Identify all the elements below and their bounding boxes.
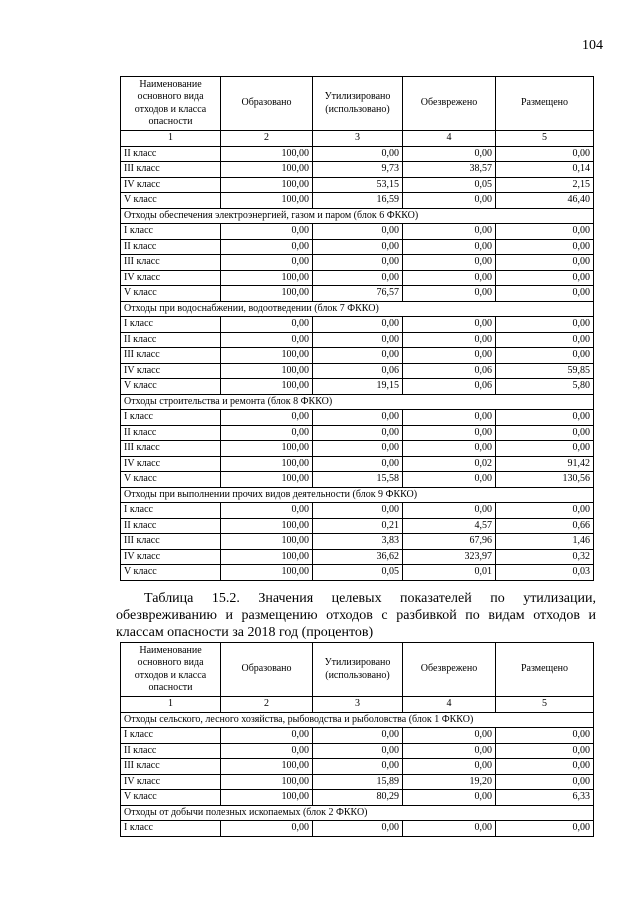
generated-cell: 0,00 (221, 743, 313, 759)
placed-cell: 0,00 (496, 441, 594, 457)
section-row (121, 208, 594, 224)
hazard-class-cell: II класс (121, 146, 221, 162)
generated-cell: 0,00 (221, 410, 313, 426)
neutralized-cell: 4,57 (403, 518, 496, 534)
neutralized-cell: 0,00 (403, 348, 496, 364)
header-waste-type: Наименование основного вида отходов и класса опасности (121, 77, 221, 131)
header-utilized: Утилизировано (использовано) (313, 643, 403, 697)
generated-cell: 100,00 (221, 518, 313, 534)
column-number: 2 (221, 131, 313, 147)
utilized-cell: 0,00 (313, 425, 403, 441)
utilized-cell: 0,00 (313, 270, 403, 286)
neutralized-cell: 0,00 (403, 743, 496, 759)
hazard-class-cell: II класс (121, 425, 221, 441)
generated-cell: 100,00 (221, 759, 313, 775)
column-number: 4 (403, 131, 496, 147)
generated-cell: 0,00 (221, 821, 313, 837)
column-number-row (121, 131, 594, 147)
table-row (121, 425, 594, 441)
generated-cell: 100,00 (221, 146, 313, 162)
generated-cell: 0,00 (221, 255, 313, 271)
utilized-cell: 19,15 (313, 379, 403, 395)
hazard-class-cell: V класс (121, 565, 221, 581)
placed-cell: 0,00 (496, 503, 594, 519)
table-row (121, 472, 594, 488)
generated-cell: 0,00 (221, 239, 313, 255)
utilized-cell: 0,00 (313, 728, 403, 744)
column-number: 3 (313, 697, 403, 713)
neutralized-cell: 0,02 (403, 456, 496, 472)
hazard-class-cell: II класс (121, 743, 221, 759)
hazard-class-cell: V класс (121, 193, 221, 209)
placed-cell: 46,40 (496, 193, 594, 209)
placed-cell: 0,00 (496, 743, 594, 759)
header-placed: Размещено (496, 77, 594, 131)
section-title: Отходы строительства и ремонта (блок 8 ФККО) (121, 394, 594, 410)
placed-cell: 6,33 (496, 790, 594, 806)
table-row (121, 503, 594, 519)
table-row (121, 317, 594, 333)
placed-cell: 0,00 (496, 332, 594, 348)
column-number-row (121, 697, 594, 713)
hazard-class-cell: II класс (121, 239, 221, 255)
generated-cell: 100,00 (221, 363, 313, 379)
column-number: 1 (121, 697, 221, 713)
utilized-cell: 76,57 (313, 286, 403, 302)
hazard-class-cell: IV класс (121, 774, 221, 790)
table-row (121, 743, 594, 759)
utilized-cell: 0,00 (313, 348, 403, 364)
column-number: 4 (403, 697, 496, 713)
section-title: Отходы обеспечения электроэнергией, газом и паром (блок 6 ФККО) (121, 208, 594, 224)
neutralized-cell: 0,00 (403, 146, 496, 162)
generated-cell: 0,00 (221, 317, 313, 333)
table-row (121, 518, 594, 534)
utilized-cell: 36,62 (313, 549, 403, 565)
utilized-cell: 0,21 (313, 518, 403, 534)
placed-cell: 0,00 (496, 224, 594, 240)
utilized-cell: 0,00 (313, 317, 403, 333)
hazard-class-cell: IV класс (121, 177, 221, 193)
neutralized-cell: 0,00 (403, 425, 496, 441)
utilized-cell: 0,06 (313, 363, 403, 379)
section-title: Отходы при выполнении прочих видов деятельности (блок 9 ФККО) (121, 487, 594, 503)
placed-cell: 0,00 (496, 270, 594, 286)
generated-cell: 100,00 (221, 549, 313, 565)
table-row (121, 270, 594, 286)
placed-cell: 0,32 (496, 549, 594, 565)
placed-cell: 0,00 (496, 728, 594, 744)
hazard-class-cell: III класс (121, 534, 221, 550)
table-row (121, 177, 594, 193)
neutralized-cell: 0,00 (403, 503, 496, 519)
hazard-class-cell: I класс (121, 224, 221, 240)
table-row (121, 821, 594, 837)
generated-cell: 100,00 (221, 565, 313, 581)
placed-cell: 0,00 (496, 286, 594, 302)
table-row (121, 363, 594, 379)
section-row (121, 712, 594, 728)
placed-cell: 0,00 (496, 821, 594, 837)
generated-cell: 100,00 (221, 456, 313, 472)
table-row (121, 534, 594, 550)
section-row (121, 301, 594, 317)
utilized-cell: 15,58 (313, 472, 403, 488)
neutralized-cell: 0,00 (403, 286, 496, 302)
hazard-class-cell: V класс (121, 379, 221, 395)
neutralized-cell: 0,00 (403, 255, 496, 271)
neutralized-cell: 0,00 (403, 441, 496, 457)
utilized-cell: 15,89 (313, 774, 403, 790)
hazard-class-cell: II класс (121, 332, 221, 348)
neutralized-cell: 0,06 (403, 363, 496, 379)
generated-cell: 100,00 (221, 441, 313, 457)
generated-cell: 0,00 (221, 425, 313, 441)
generated-cell: 100,00 (221, 286, 313, 302)
hazard-class-cell: V класс (121, 790, 221, 806)
page-number: 104 (582, 38, 603, 53)
table-row (121, 224, 594, 240)
table-header-row (121, 77, 594, 131)
neutralized-cell: 0,00 (403, 821, 496, 837)
hazard-class-cell: III класс (121, 255, 221, 271)
placed-cell: 0,00 (496, 425, 594, 441)
table-row (121, 774, 594, 790)
generated-cell: 100,00 (221, 379, 313, 395)
utilized-cell: 0,00 (313, 743, 403, 759)
section-row (121, 487, 594, 503)
placed-cell: 0,00 (496, 255, 594, 271)
hazard-class-cell: V класс (121, 472, 221, 488)
header-generated: Образовано (221, 77, 313, 131)
table-body (121, 712, 594, 836)
hazard-class-cell: III класс (121, 441, 221, 457)
header-neutralized: Обезврежено (403, 77, 496, 131)
hazard-class-cell: III класс (121, 162, 221, 178)
hazard-class-cell: IV класс (121, 456, 221, 472)
hazard-class-cell: V класс (121, 286, 221, 302)
neutralized-cell: 0,06 (403, 379, 496, 395)
column-number: 2 (221, 697, 313, 713)
section-title: Отходы при водоснабжении, водоотведении (блок 7 ФККО) (121, 301, 594, 317)
utilized-cell: 0,00 (313, 441, 403, 457)
generated-cell: 100,00 (221, 177, 313, 193)
hazard-class-cell: I класс (121, 410, 221, 426)
generated-cell: 0,00 (221, 224, 313, 240)
utilized-cell: 0,05 (313, 565, 403, 581)
neutralized-cell: 0,00 (403, 193, 496, 209)
neutralized-cell: 19,20 (403, 774, 496, 790)
column-number: 1 (121, 131, 221, 147)
utilized-cell: 53,15 (313, 177, 403, 193)
placed-cell: 0,14 (496, 162, 594, 178)
neutralized-cell: 67,96 (403, 534, 496, 550)
table-row (121, 348, 594, 364)
generated-cell: 100,00 (221, 270, 313, 286)
neutralized-cell: 0,00 (403, 317, 496, 333)
table-row (121, 332, 594, 348)
utilized-cell: 0,00 (313, 332, 403, 348)
utilized-cell: 0,00 (313, 255, 403, 271)
hazard-class-cell: I класс (121, 503, 221, 519)
neutralized-cell: 0,05 (403, 177, 496, 193)
table-row (121, 728, 594, 744)
hazard-class-cell: II класс (121, 518, 221, 534)
section-title: Отходы сельского, лесного хозяйства, рыбоводства и рыболовства (блок 1 ФККО) (121, 712, 594, 728)
generated-cell: 100,00 (221, 790, 313, 806)
hazard-class-cell: I класс (121, 317, 221, 333)
placed-cell: 0,00 (496, 759, 594, 775)
placed-cell: 59,85 (496, 363, 594, 379)
placed-cell: 5,80 (496, 379, 594, 395)
utilized-cell: 0,00 (313, 224, 403, 240)
utilized-cell: 0,00 (313, 503, 403, 519)
utilized-cell: 16,59 (313, 193, 403, 209)
placed-cell: 91,42 (496, 456, 594, 472)
generated-cell: 100,00 (221, 774, 313, 790)
neutralized-cell: 0,00 (403, 270, 496, 286)
generated-cell: 0,00 (221, 503, 313, 519)
placed-cell: 0,03 (496, 565, 594, 581)
placed-cell: 0,00 (496, 348, 594, 364)
placed-cell: 1,46 (496, 534, 594, 550)
generated-cell: 100,00 (221, 534, 313, 550)
table-header-row (121, 643, 594, 697)
utilized-cell: 9,73 (313, 162, 403, 178)
header-neutralized: Обезврежено (403, 643, 496, 697)
neutralized-cell: 0,01 (403, 565, 496, 581)
neutralized-cell: 0,00 (403, 472, 496, 488)
table-row (121, 565, 594, 581)
hazard-class-cell: IV класс (121, 549, 221, 565)
neutralized-cell: 323,97 (403, 549, 496, 565)
table-row (121, 441, 594, 457)
utilized-cell: 0,00 (313, 146, 403, 162)
neutralized-cell: 38,57 (403, 162, 496, 178)
targets-table-2018 (120, 642, 594, 837)
utilized-cell: 0,00 (313, 759, 403, 775)
placed-cell: 2,15 (496, 177, 594, 193)
utilized-cell: 0,00 (313, 410, 403, 426)
header-waste-type: Наименование основного вида отходов и класса опасности (121, 643, 221, 697)
table-row (121, 549, 594, 565)
neutralized-cell: 0,00 (403, 239, 496, 255)
table-caption: Таблица 15.2. Значения целевых показателей по утилизации, обезвреживанию и размещению отходов с разбивкой по видам отходов и классам опасности за 2018 год (процентов) (116, 591, 596, 640)
table-row (121, 379, 594, 395)
column-number: 5 (496, 131, 594, 147)
table-row (121, 146, 594, 162)
hazard-class-cell: IV класс (121, 270, 221, 286)
section-title: Отходы от добычи полезных ископаемых (блок 2 ФККО) (121, 805, 594, 821)
column-number: 5 (496, 697, 594, 713)
placed-cell: 0,00 (496, 239, 594, 255)
neutralized-cell: 0,00 (403, 790, 496, 806)
section-row (121, 394, 594, 410)
placed-cell: 0,00 (496, 317, 594, 333)
utilized-cell: 3,83 (313, 534, 403, 550)
utilized-cell: 80,29 (313, 790, 403, 806)
generated-cell: 100,00 (221, 162, 313, 178)
generated-cell: 0,00 (221, 728, 313, 744)
table-row (121, 255, 594, 271)
generated-cell: 100,00 (221, 193, 313, 209)
table-body (121, 146, 594, 580)
utilized-cell: 0,00 (313, 821, 403, 837)
table-row (121, 456, 594, 472)
hazard-class-cell: I класс (121, 728, 221, 744)
header-generated: Образовано (221, 643, 313, 697)
table-row (121, 410, 594, 426)
neutralized-cell: 0,00 (403, 332, 496, 348)
table-row (121, 286, 594, 302)
neutralized-cell: 0,00 (403, 728, 496, 744)
utilized-cell: 0,00 (313, 456, 403, 472)
header-utilized: Утилизировано (использовано) (313, 77, 403, 131)
generated-cell: 100,00 (221, 348, 313, 364)
placed-cell: 0,00 (496, 774, 594, 790)
placed-cell: 0,66 (496, 518, 594, 534)
section-row (121, 805, 594, 821)
neutralized-cell: 0,00 (403, 224, 496, 240)
table-row (121, 239, 594, 255)
generated-cell: 0,00 (221, 332, 313, 348)
table-row (121, 162, 594, 178)
table-row (121, 790, 594, 806)
targets-table-continued (120, 76, 594, 581)
neutralized-cell: 0,00 (403, 410, 496, 426)
generated-cell: 100,00 (221, 472, 313, 488)
hazard-class-cell: III класс (121, 759, 221, 775)
table-row (121, 759, 594, 775)
placed-cell: 0,00 (496, 146, 594, 162)
hazard-class-cell: I класс (121, 821, 221, 837)
placed-cell: 130,56 (496, 472, 594, 488)
table-row (121, 193, 594, 209)
placed-cell: 0,00 (496, 410, 594, 426)
hazard-class-cell: III класс (121, 348, 221, 364)
utilized-cell: 0,00 (313, 239, 403, 255)
neutralized-cell: 0,00 (403, 759, 496, 775)
header-placed: Размещено (496, 643, 594, 697)
hazard-class-cell: IV класс (121, 363, 221, 379)
column-number: 3 (313, 131, 403, 147)
